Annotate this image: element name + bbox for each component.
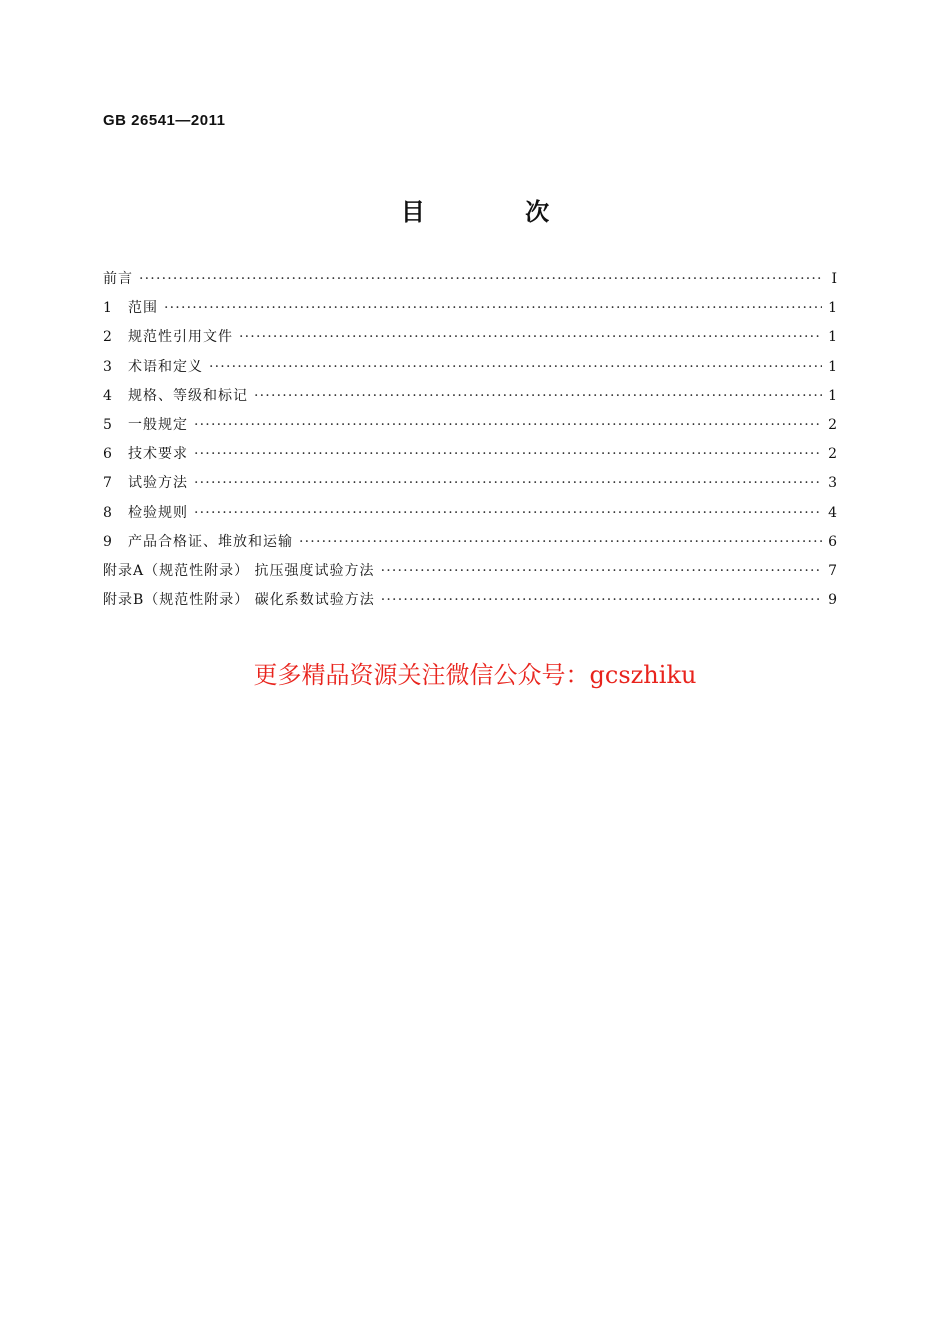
toc-dot-leader bbox=[139, 271, 822, 287]
table-of-contents bbox=[103, 268, 838, 618]
toc-dot-leader bbox=[381, 563, 822, 579]
toc-entry-label: 技术要求 bbox=[128, 446, 188, 463]
toc-entry-page: 4 bbox=[828, 504, 838, 521]
toc-entry-appendix-a[interactable] bbox=[103, 560, 838, 589]
toc-entry-label: 一般规定 bbox=[128, 416, 188, 433]
toc-entry-page: 1 bbox=[828, 358, 838, 375]
toc-entry-6[interactable] bbox=[103, 443, 838, 472]
toc-dot-leader bbox=[381, 592, 822, 608]
toc-entry-number: 1 bbox=[103, 300, 113, 317]
toc-entry-page: 2 bbox=[828, 416, 838, 433]
toc-entry-number: 6 bbox=[103, 446, 113, 463]
toc-entry-number: 9 bbox=[103, 533, 113, 550]
toc-dot-leader bbox=[194, 446, 822, 462]
toc-entry-label: 产品合格证、堆放和运输 bbox=[128, 533, 293, 550]
toc-entry-7[interactable] bbox=[103, 472, 838, 501]
toc-entry-9[interactable] bbox=[103, 531, 838, 560]
toc-entry-page: 1 bbox=[828, 387, 838, 404]
toc-dot-leader bbox=[164, 300, 822, 316]
toc-entry-5[interactable] bbox=[103, 414, 838, 443]
toc-entry-label: 规格、等级和标记 bbox=[128, 387, 248, 404]
toc-entry-number: 8 bbox=[103, 504, 113, 521]
toc-entry-label: 附录B（规范性附录） 碳化系数试验方法 bbox=[103, 592, 375, 609]
toc-entry-number: 7 bbox=[103, 475, 113, 492]
toc-entry-3[interactable] bbox=[103, 356, 838, 385]
toc-entry-number: 4 bbox=[103, 387, 113, 404]
toc-entry-label: 术语和定义 bbox=[128, 358, 203, 375]
toc-dot-leader bbox=[209, 359, 822, 375]
toc-dot-leader bbox=[254, 388, 822, 404]
toc-entry-number: 2 bbox=[103, 329, 113, 346]
toc-entry-4[interactable] bbox=[103, 385, 838, 414]
toc-entry-number: 5 bbox=[103, 416, 113, 433]
toc-dot-leader bbox=[194, 505, 822, 521]
toc-entry-label: 附录A（规范性附录） 抗压强度试验方法 bbox=[103, 562, 375, 579]
toc-entry-page: I bbox=[831, 271, 838, 287]
toc-entry-page: 1 bbox=[828, 300, 838, 317]
toc-entry-page: 1 bbox=[828, 329, 838, 346]
toc-entry-label: 前言 bbox=[103, 271, 133, 287]
toc-entry-foreword[interactable] bbox=[103, 268, 838, 297]
toc-entry-number: 3 bbox=[103, 358, 113, 375]
toc-title: 目 次 bbox=[400, 198, 596, 226]
toc-entry-page: 9 bbox=[828, 592, 838, 609]
toc-entry-label: 试验方法 bbox=[128, 475, 188, 492]
standard-code: GB 26541—2011 bbox=[103, 112, 226, 129]
toc-dot-leader bbox=[299, 534, 822, 550]
toc-dot-leader bbox=[239, 329, 822, 345]
promo-watermark-text: 更多精品资源关注微信公众号：gcszhiku bbox=[253, 661, 697, 689]
toc-entry-2[interactable] bbox=[103, 326, 838, 355]
toc-entry-1[interactable] bbox=[103, 297, 838, 326]
toc-entry-8[interactable] bbox=[103, 502, 838, 531]
toc-entry-page: 6 bbox=[828, 533, 838, 550]
toc-dot-leader bbox=[194, 417, 822, 433]
toc-entry-label: 规范性引用文件 bbox=[128, 329, 233, 346]
toc-entry-appendix-b[interactable] bbox=[103, 589, 838, 618]
toc-entry-page: 3 bbox=[828, 475, 838, 492]
toc-entry-page: 2 bbox=[828, 446, 838, 463]
toc-entry-label: 范围 bbox=[128, 300, 158, 317]
toc-entry-label: 检验规则 bbox=[128, 504, 188, 521]
toc-entry-page: 7 bbox=[828, 562, 838, 579]
toc-dot-leader bbox=[194, 475, 822, 491]
